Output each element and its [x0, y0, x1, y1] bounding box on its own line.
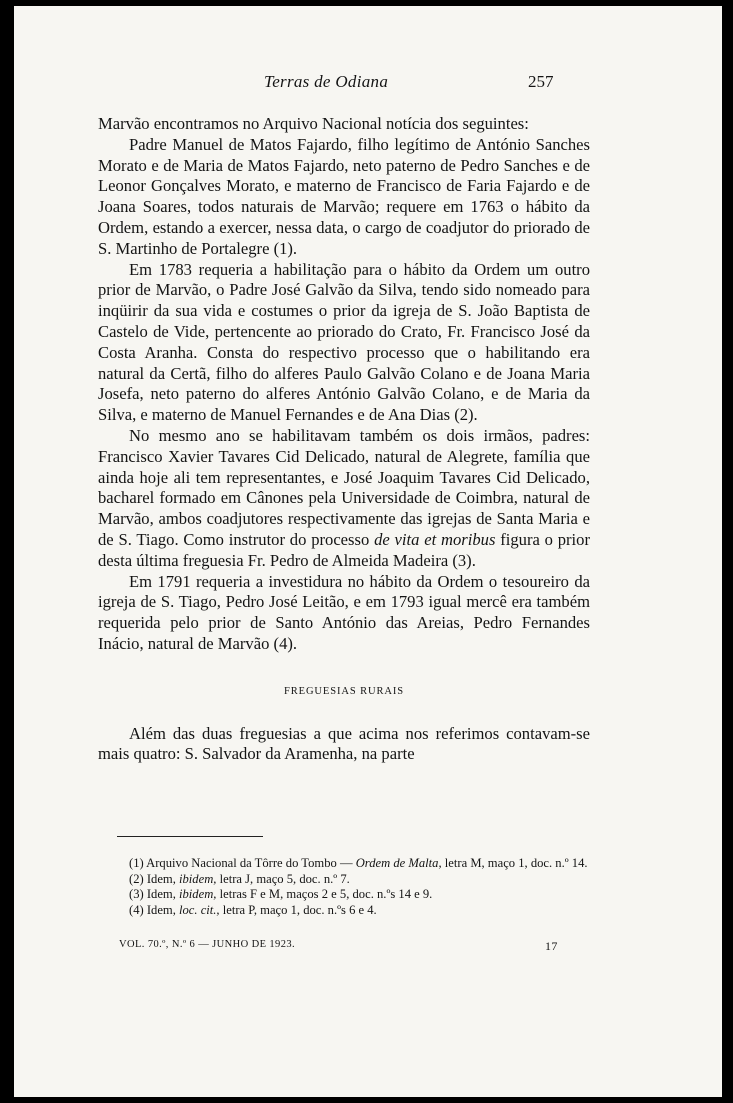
document-page [14, 6, 722, 1097]
footnote-1-pre: (1) Arquivo Nacional da Tôrre do Tombo — [129, 856, 353, 870]
signature-mark: 17 [545, 939, 558, 953]
body-text [98, 114, 590, 765]
footnote-3-post: letras F e M, maços 2 e 5, doc. n.ºs 14 e 9. [219, 887, 433, 902]
paragraph-3: Em 1783 requeria a habilitação para o hábito da Ordem um outro prior de Marvão, o Padre José Galvão da Silva, tendo sido nomeado para inqüirir da sua vida e costumes o prior da igreja de S. João Baptista de Castelo de Vide, pertencente ao priorado do Crato, Fr. Francisco José da Costa Aranha. Consta do respectivo processo que o habilitando era natural da Certã, filho do alferes Paulo Galvão Colano e de Joana Maria Josefa, neto paterno do alferes António Galvão Colano, e de Maria da Silva, e materno de Manuel Fernandes e de Ana Dias (2). [98, 259, 590, 425]
paragraph-4-latin-phrase: de vita et moribus [374, 529, 496, 549]
footnote-3-ref: ibidem, [179, 887, 217, 902]
footnote-4 [98, 903, 590, 919]
page-footer [14, 939, 722, 955]
running-title: Terras de Odiana [264, 72, 389, 91]
footnote-1-post: letra M, maço 1, doc. n.º 14. [444, 856, 588, 870]
footnote-3 [98, 887, 590, 903]
paragraph-4 [98, 426, 590, 572]
footnote-4-ref: loc. cit., [179, 902, 220, 917]
footnote-2-ref: ibidem, [179, 871, 217, 886]
paragraph-4-end: figura o prior desta última freguesia Fr. Pedro de Almeida Madeira (3). [98, 529, 590, 570]
footnote-1 [98, 856, 590, 872]
footnote-4-post: letra P, maço 1, doc. n.ºs 6 e 4. [222, 902, 377, 917]
footnote-2-post: letra J, maço 5, doc. n.º 7. [219, 871, 350, 886]
volume-line: VOL. 70.º, N.º 6 — JUNHO DE 1923. [119, 939, 296, 950]
footnote-4-pre: (4) Idem, [129, 902, 176, 917]
footnotes [98, 856, 590, 918]
section-title: FREGUESIAS RURAIS [283, 685, 405, 697]
footnote-2 [98, 872, 590, 888]
paragraph-1: Marvão encontramos no Arquivo Nacional notícia dos seguintes: [98, 114, 529, 133]
running-head [14, 72, 722, 92]
paragraph-4-start: No mesmo ano se habilitavam também os dois irmãos, padres: Francisco Xavier Tavares Cid Delicado, natural de Alegrete, família que ainda hoje ali tem representantes, e José Joaquim Tavares Cid Delicado, bacharel formado em Cânones pela Universidade de Coimbra, natural de Marvão, ambos coadjutores respectivamente das igrejas de Santa Maria e de S. Tiago. Como instrutor do processo [98, 425, 590, 549]
footnote-1-title: Ordem de Malta, [355, 856, 442, 870]
paragraph-6: Além das duas freguesias a que acima nos referimos contavam-se mais quatro: S. Salvador da Aramenha, na parte [98, 723, 590, 764]
footnote-rule [117, 836, 263, 837]
paragraph-5: Em 1791 requeria a investidura no hábito da Ordem o tesoureiro da igreja de S. Tiago, Pedro José Leitão, e em 1793 igual mercê era também requerida pelo prior de Santo António das Areias, Pedro Fernandes Inácio, natural de Marvão (4). [98, 571, 590, 653]
page-number: 257 [528, 72, 554, 91]
footnote-3-pre: (3) Idem, [129, 887, 176, 902]
footnote-2-pre: (2) Idem, [129, 871, 176, 886]
paragraph-2: Padre Manuel de Matos Fajardo, filho legítimo de António Sanches Morato e de Maria de Matos Fajardo, neto paterno de Pedro Sanches e de Leonor Gonçalves Morato, e materno de Francisco de Faria Fajardo e de Joana Soares, todos naturais de Marvão; requere em 1763 o hábito da Ordem, estando a exercer, nessa data, o cargo de coadjutor do priorado de S. Martinho de Portalegre (1). [98, 134, 590, 258]
